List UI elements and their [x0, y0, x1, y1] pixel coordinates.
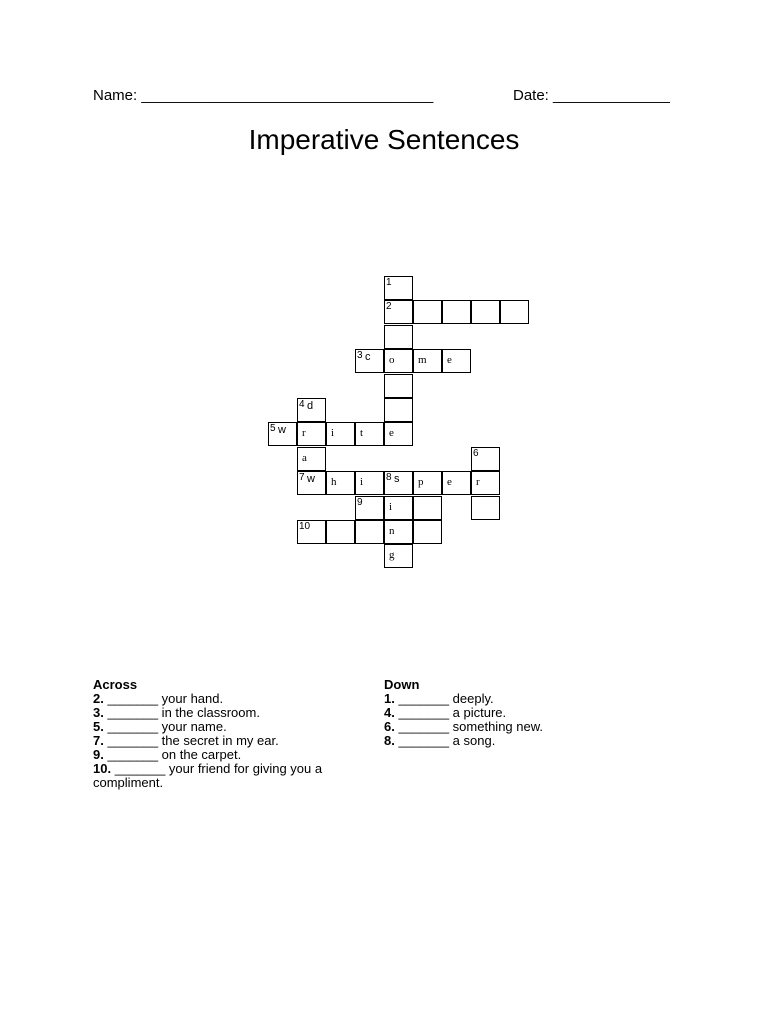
- cell-number: 5: [270, 423, 276, 435]
- crossword-cell: [297, 398, 326, 422]
- clue-text: _______ in the classroom.: [103, 705, 260, 720]
- crossword-cell: [413, 496, 442, 520]
- crossword-cell: [500, 300, 529, 324]
- crossword-cell: [471, 300, 500, 324]
- crossword-cell: [384, 349, 413, 373]
- cell-number: 6: [473, 447, 479, 459]
- date-field-label: Date: ______________: [513, 87, 670, 104]
- down-heading: Down: [384, 677, 420, 692]
- crossword-cell: [384, 374, 413, 398]
- cell-letter: i: [360, 476, 364, 489]
- cell-letter: e: [447, 476, 452, 489]
- crossword-cell: [355, 520, 384, 544]
- clue-item: [93, 748, 343, 762]
- cell-letter: c: [365, 351, 371, 364]
- crossword-cell: [384, 520, 413, 544]
- cell-number: 7: [299, 472, 305, 484]
- cell-letter: s: [394, 473, 400, 486]
- clue-number: 2.: [93, 691, 104, 706]
- down-clue-list: [384, 692, 634, 748]
- cell-letter: i: [331, 427, 335, 440]
- crossword-cell: [413, 300, 442, 324]
- cell-letter: o: [389, 354, 395, 367]
- clue-text: _______ your friend for giving you a compliment.: [93, 761, 323, 790]
- crossword-cell: [442, 300, 471, 324]
- clue-text: _______ on the carpet.: [103, 747, 242, 762]
- clue-number: 6.: [384, 719, 395, 734]
- crossword-cell: [355, 471, 384, 495]
- clue-text: _______ the secret in my ear.: [103, 733, 279, 748]
- clue-item: [93, 734, 343, 748]
- crossword-cell: [413, 349, 442, 373]
- clue-number: 3.: [93, 705, 104, 720]
- clue-item: [93, 706, 343, 720]
- crossword-cell: [413, 471, 442, 495]
- clue-item: [384, 706, 634, 720]
- crossword-cell: [471, 496, 500, 520]
- cell-letter: d: [307, 400, 314, 412]
- crossword-cell: [384, 496, 413, 520]
- clue-number: 5.: [93, 719, 104, 734]
- crossword-cell: [384, 300, 413, 324]
- cell-letter: w: [278, 424, 286, 437]
- page-title: Imperative Sentences: [248, 124, 520, 155]
- cell-letter: g: [389, 549, 395, 562]
- crossword-cell: [268, 422, 297, 446]
- cell-number: 3: [357, 350, 363, 362]
- cell-number: 8: [386, 472, 392, 484]
- cell-letter: t: [360, 427, 364, 440]
- cell-letter: i: [389, 500, 393, 513]
- clue-text: _______ a song.: [394, 733, 496, 748]
- cell-letter: e: [447, 354, 452, 367]
- clue-text: _______ a picture.: [394, 705, 507, 720]
- down-clues: [384, 678, 634, 748]
- cell-letter: m: [418, 354, 427, 367]
- clue-number: 1.: [384, 691, 395, 706]
- across-heading: Across: [93, 677, 138, 692]
- crossword-cell: [471, 471, 500, 495]
- cell-letter: a: [302, 451, 307, 464]
- clue-text: _______ something new.: [394, 719, 544, 734]
- clue-number: 10.: [93, 761, 112, 776]
- crossword-cell: [297, 422, 326, 446]
- crossword-cell: [384, 544, 413, 568]
- clue-item: [93, 720, 343, 734]
- cell-letter: r: [302, 427, 306, 440]
- cell-number: 1: [386, 277, 392, 288]
- cell-number: 2: [386, 301, 392, 313]
- cell-letter: n: [389, 525, 395, 537]
- across-clue-list: [93, 692, 343, 790]
- clue-number: 8.: [384, 733, 395, 748]
- clue-item: [384, 692, 634, 706]
- crossword-cell: [384, 398, 413, 422]
- clue-item: [384, 720, 634, 734]
- crossword-cell: [297, 447, 326, 471]
- cell-number: 9: [357, 496, 363, 508]
- name-field-label: Name: ___________________________________: [93, 87, 434, 104]
- clue-item: [93, 762, 343, 790]
- clue-text: _______ deeply.: [394, 691, 494, 706]
- clue-item: [384, 734, 634, 748]
- crossword-cell: [442, 349, 471, 373]
- cell-number: 10: [299, 521, 311, 532]
- crossword-cell: [355, 349, 384, 373]
- crossword-cell: [326, 471, 355, 495]
- crossword-cell: [384, 422, 413, 446]
- crossword-cell: [326, 520, 355, 544]
- crossword-cell: [413, 520, 442, 544]
- clue-number: 9.: [93, 747, 104, 762]
- cell-letter: r: [476, 476, 480, 489]
- cell-number: 4: [299, 399, 305, 410]
- crossword-cell: [355, 422, 384, 446]
- cell-letter: e: [389, 427, 394, 440]
- clue-text: _______ your name.: [103, 719, 227, 734]
- cell-letter: w: [307, 473, 315, 486]
- clue-number: 7.: [93, 733, 104, 748]
- crossword-cell: [384, 276, 413, 300]
- crossword-cell: [471, 447, 500, 471]
- crossword-cell: [297, 520, 326, 544]
- crossword-cell: [384, 325, 413, 349]
- clue-number: 4.: [384, 705, 395, 720]
- crossword-cell: [384, 471, 413, 495]
- clue-item: [93, 692, 343, 706]
- clue-text: _______ your hand.: [103, 691, 224, 706]
- cell-letter: h: [331, 476, 337, 489]
- cell-letter: p: [418, 476, 424, 489]
- crossword-cell: [355, 496, 384, 520]
- across-clues: [93, 678, 343, 790]
- crossword-cell: [297, 471, 326, 495]
- crossword-cell: [442, 471, 471, 495]
- crossword-cell: [326, 422, 355, 446]
